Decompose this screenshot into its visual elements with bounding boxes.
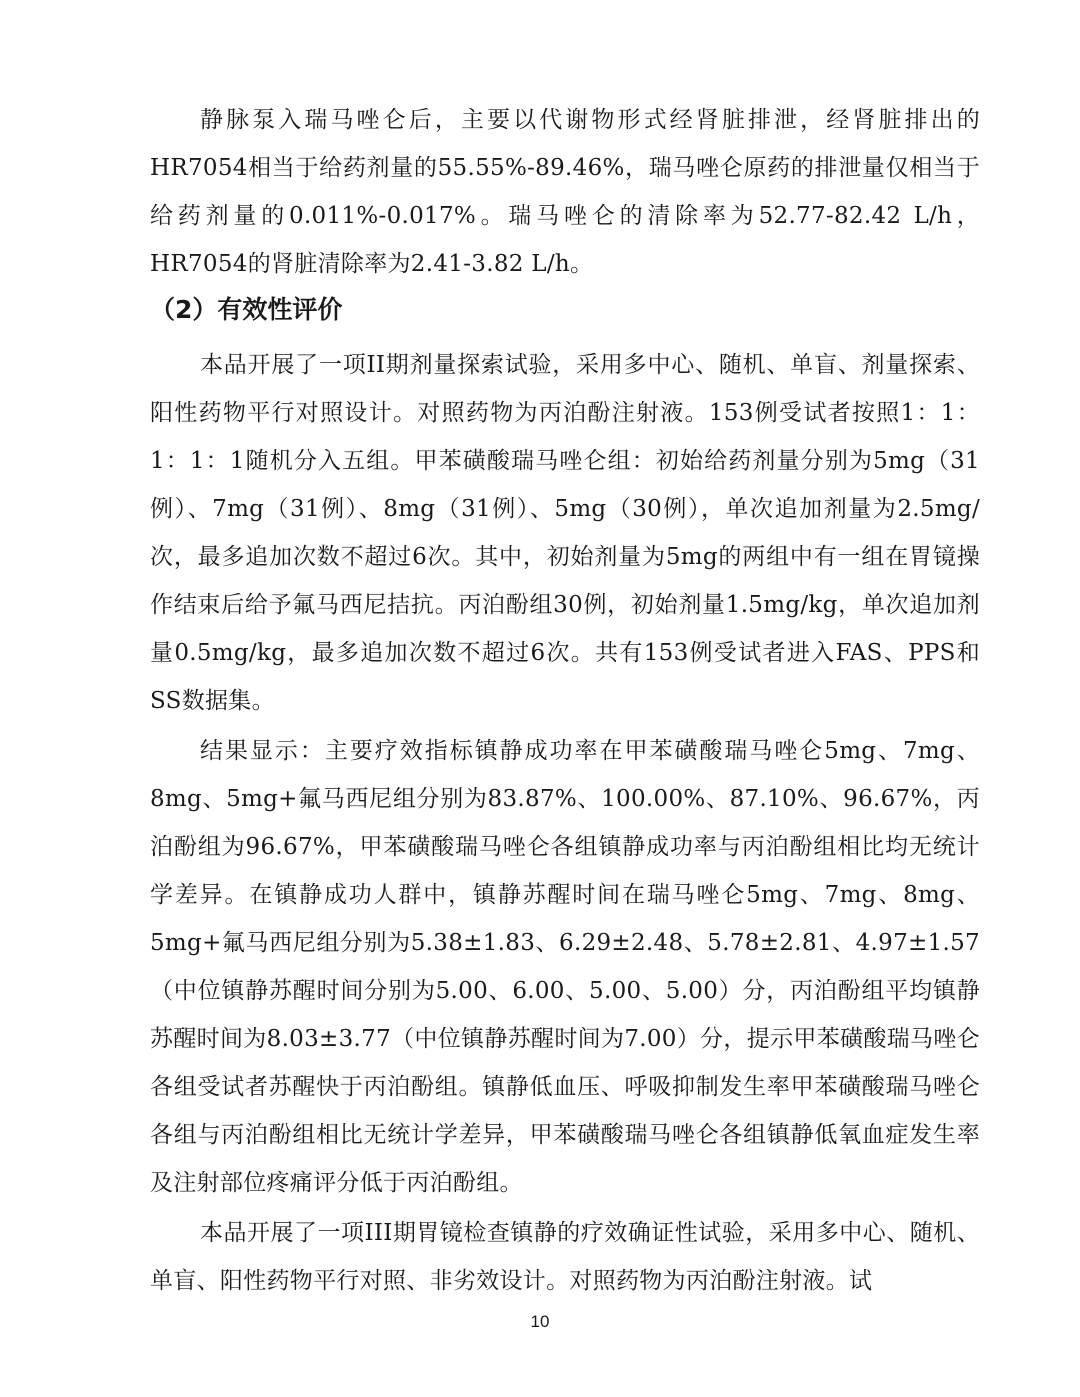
paragraph-phase2-trial: 本品开展了一项II期剂量探索试验，采用多中心、随机、单盲、剂量探索、阳性药物平行对照设计。对照药物为丙泊酚注射液。153例受试者按照1：1：1：1：1随机分入五组。甲苯磺酸瑞马唑仑组：初始给药剂量分别为5mg（31例）、7mg（31例）、8mg（31例）、5mg（30例），单次追加剂量为2.5mg/次，最多追加次数不超过6次。其中，初始剂量为5mg的两组中有一组在胃镜操作结束后给予氟马西尼拮抗。丙泊酚组30例，初始剂量1.5mg/kg，单次追加剂量0.5mg/kg，最多追加次数不超过6次。共有153例受试者进入FAS、PPS和SS数据集。: [150, 352, 980, 714]
paragraph-phase3-trial: 本品开展了一项III期胃镜检查镇静的疗效确证性试验，采用多中心、随机、单盲、阳性药物平行对照、非劣效设计。对照药物为丙泊酚注射液。试: [150, 1220, 980, 1294]
paragraph-results: 结果显示：主要疗效指标镇静成功率在甲苯磺酸瑞马唑仑5mg、7mg、8mg、5mg+氟马西尼组分别为83.87%、100.00%、87.10%、96.67%，丙泊酚组为96.67%，甲苯磺酸瑞马唑仑各组镇静成功率与丙泊酚组相比均无统计学差异。在镇静成功人群中，镇静苏醒时间在瑞马唑仑5mg、7mg、8mg、5mg+氟马西尼组分别为5.38±1.83、6.29±2.48、5.78±2.81、4.97±1.57（中位镇静苏醒时间分别为5.00、6.00、5.00、5.00）分，丙泊酚组平均镇静苏醒时间为8.03±3.77（中位镇静苏醒时间为7.00）分，提示甲苯磺酸瑞马唑仑各组受试者苏醒快于丙泊酚组。镇静低血压、呼吸抑制发生率甲苯磺酸瑞马唑仑各组与丙泊酚组相比无统计学差异，甲苯磺酸瑞马唑仑各组镇静低氧血症发生率及注射部位疼痛评分低于丙泊酚组。: [150, 738, 980, 1196]
page-number: 10: [530, 1312, 550, 1331]
section-heading: （2）有效性评价: [150, 295, 343, 324]
paragraph-pharmacokinetics: 静脉泵入瑞马唑仑后，主要以代谢物形式经肾脏排泄，经肾脏排出的HR7054相当于给药剂量的55.55%-89.46%，瑞马唑仑原药的排泄量仅相当于给药剂量的0.011%-0.017%。瑞马唑仑的清除率为52.77-82.42 L/h，HR7054的肾脏清除率为2.41-3.82 L/h。: [150, 107, 980, 277]
